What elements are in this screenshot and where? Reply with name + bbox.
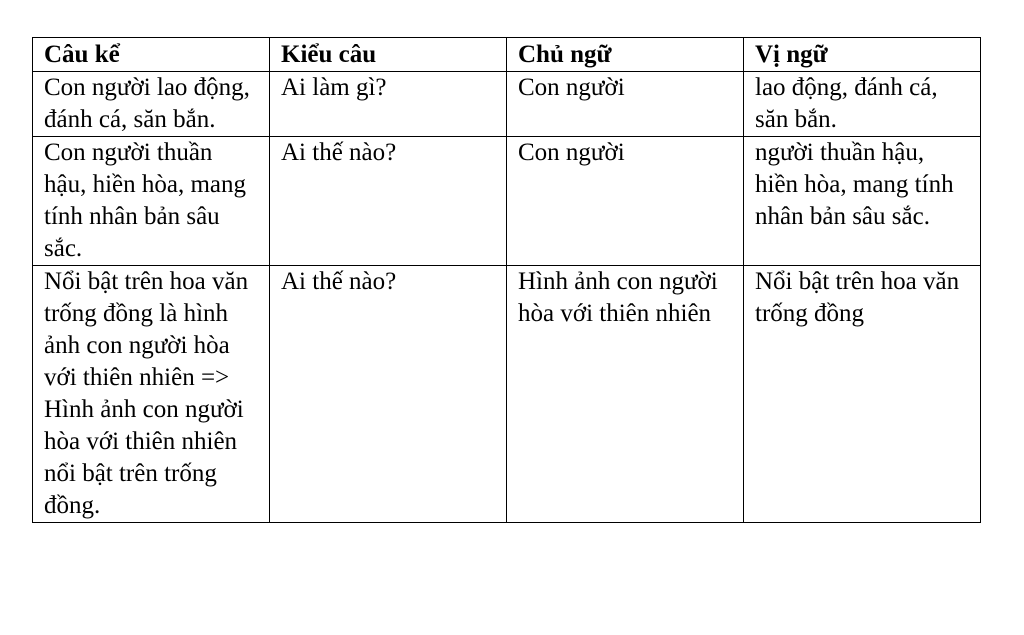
cell-vi-ngu: lao động, đánh cá, săn bắn. <box>744 72 981 137</box>
table-row <box>33 72 981 137</box>
cell-kieu-cau: Ai thế nào? <box>270 266 507 523</box>
table-row <box>33 137 981 266</box>
cell-chu-ngu: Con người <box>507 137 744 266</box>
table-row <box>33 266 981 523</box>
cell-chu-ngu: Con người <box>507 72 744 137</box>
header-chu-ngu: Chủ ngữ <box>507 38 744 72</box>
cell-chu-ngu: Hình ảnh con người hòa với thiên nhiên <box>507 266 744 523</box>
cell-cau-ke: Nổi bật trên hoa văn trống đồng là hình ảnh con người hòa với thiên nhiên => Hình ảnh con người hòa với thiên nhiên nổi bật trên trống đồng. <box>33 266 270 523</box>
header-kieu-cau: Kiểu câu <box>270 38 507 72</box>
cell-vi-ngu: Nổi bật trên hoa văn trống đồng <box>744 266 981 523</box>
cell-kieu-cau: Ai thế nào? <box>270 137 507 266</box>
header-row <box>33 38 981 72</box>
cell-cau-ke: Con người lao động, đánh cá, săn bắn. <box>33 72 270 137</box>
cell-vi-ngu: người thuần hậu, hiền hòa, mang tính nhân bản sâu sắc. <box>744 137 981 266</box>
header-cau-ke: Câu kể <box>33 38 270 72</box>
cell-cau-ke: Con người thuần hậu, hiền hòa, mang tính nhân bản sâu sắc. <box>33 137 270 266</box>
header-vi-ngu: Vị ngữ <box>744 38 981 72</box>
table-header <box>33 38 981 72</box>
table-body <box>33 72 981 523</box>
sentence-analysis-table <box>32 37 981 523</box>
cell-kieu-cau: Ai làm gì? <box>270 72 507 137</box>
